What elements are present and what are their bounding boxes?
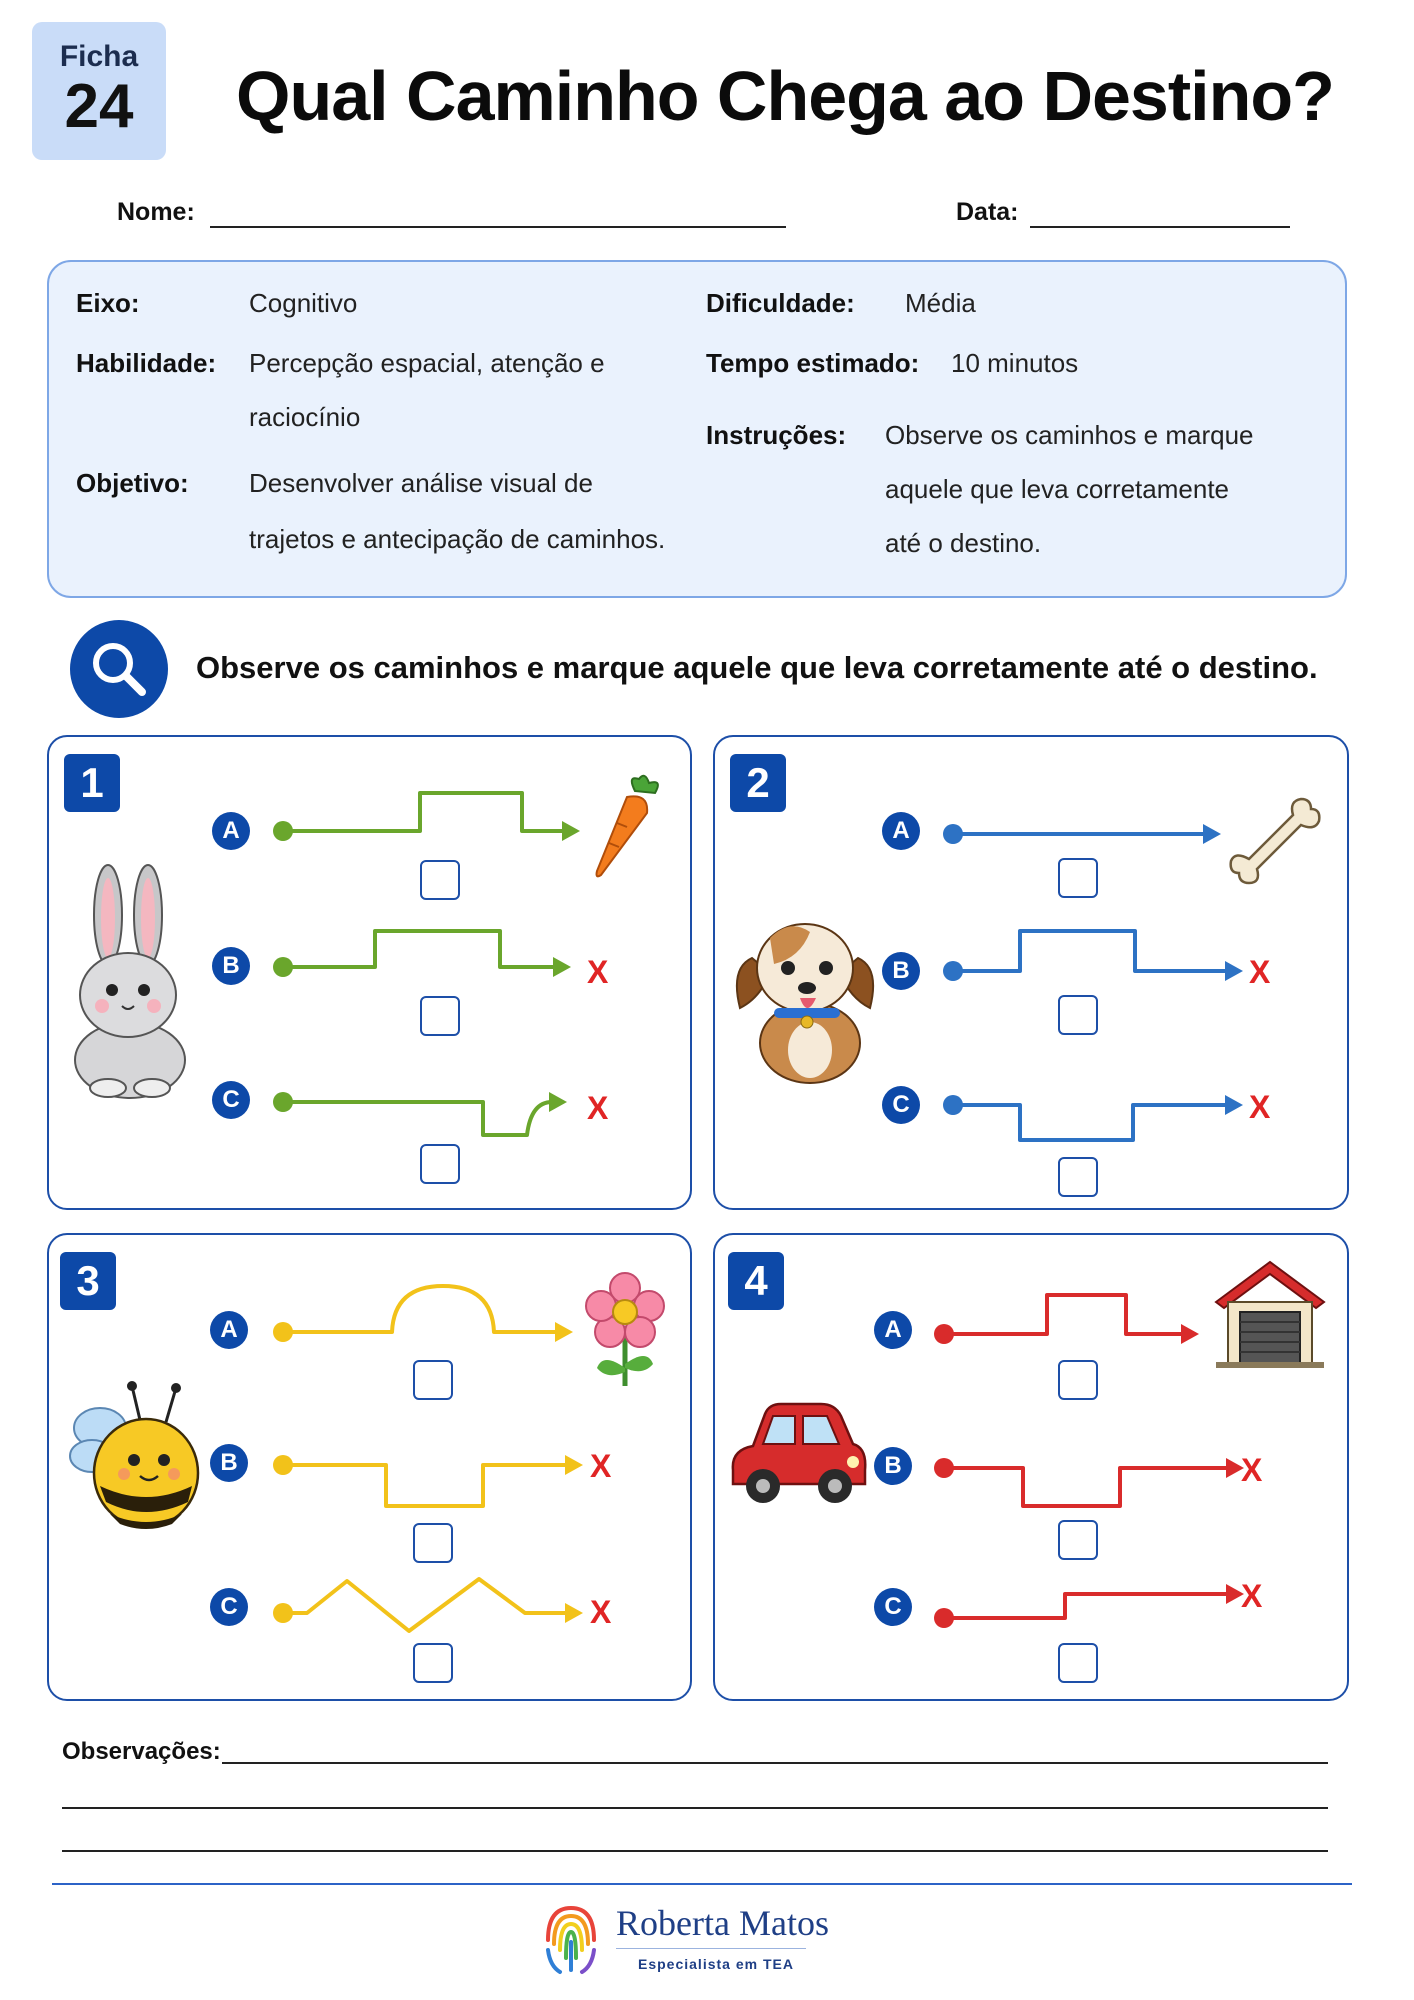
path-b <box>283 931 557 967</box>
carrot-icon <box>587 773 667 883</box>
path-b <box>944 1468 1228 1506</box>
eixo-value: Cognitivo <box>249 288 358 318</box>
dificuldade-value: Média <box>905 288 976 318</box>
option-b: B <box>210 1444 248 1482</box>
date-field[interactable] <box>1030 226 1290 228</box>
habilidade-value-1: Percepção espacial, atenção e <box>249 348 605 378</box>
option-b: B <box>212 947 250 985</box>
exercise-number-4: 4 <box>728 1252 784 1310</box>
eixo-label: Eixo: <box>76 288 140 318</box>
checkbox-2c[interactable] <box>1058 1157 1098 1197</box>
ficha-number: 24 <box>64 72 134 141</box>
objetivo-value-1: Desenvolver análise visual de <box>249 468 593 498</box>
path-c <box>283 1579 567 1631</box>
page-title: Qual Caminho Chega ao Destino? <box>236 57 1334 135</box>
wrong-mark-c: X <box>1241 1578 1263 1614</box>
wrong-mark-c: X <box>587 1090 609 1126</box>
objetivo-value-2: trajetos e antecipação de caminhos. <box>249 524 666 554</box>
bone-icon <box>1227 795 1323 885</box>
observacoes-line-3[interactable] <box>62 1850 1328 1852</box>
fingerprint-rainbow-icon <box>540 1900 602 1978</box>
tempo-value: 10 minutos <box>951 348 1079 378</box>
brand-subtitle: Especialista em TEA <box>638 1956 794 1972</box>
exercise-number-2: 2 <box>730 754 786 812</box>
option-b: B <box>874 1447 912 1485</box>
exercise-number-1: 1 <box>64 754 120 812</box>
observacoes-line-1[interactable] <box>222 1762 1328 1764</box>
name-field[interactable] <box>210 226 786 228</box>
magnifier-icon <box>70 620 168 718</box>
path-a <box>283 1286 557 1332</box>
wrong-mark-c: X <box>590 1594 612 1630</box>
option-a: A <box>210 1311 248 1349</box>
checkbox-1c[interactable] <box>420 1144 460 1184</box>
option-c: C <box>210 1588 248 1626</box>
wrong-mark-b: X <box>587 954 609 990</box>
checkbox-4b[interactable] <box>1058 1520 1098 1560</box>
path-c <box>953 1105 1228 1140</box>
wrong-mark-b: X <box>1241 1452 1263 1488</box>
habilidade-label: Habilidade: <box>76 348 217 378</box>
ficha-label: Ficha <box>59 40 139 73</box>
instrucoes-value-1: Observe os caminhos e marque <box>885 420 1254 450</box>
brand-underline <box>616 1948 806 1949</box>
objetivo-label: Objetivo: <box>76 468 189 498</box>
option-a: A <box>882 812 920 850</box>
path-b <box>283 1465 567 1506</box>
habilidade-value-2: raciocínio <box>249 402 361 432</box>
checkbox-3b[interactable] <box>413 1523 453 1563</box>
wrong-mark-b: X <box>590 1448 612 1484</box>
path-c <box>283 1102 552 1135</box>
option-c: C <box>882 1086 920 1124</box>
footer-divider <box>52 1883 1352 1885</box>
brand-name: Roberta Matos <box>616 1903 829 1943</box>
checkbox-1b[interactable] <box>420 996 460 1036</box>
observacoes-line-2[interactable] <box>62 1807 1328 1809</box>
checkbox-4c[interactable] <box>1058 1643 1098 1683</box>
checkbox-2b[interactable] <box>1058 995 1098 1035</box>
path-c <box>944 1594 1228 1618</box>
wrong-mark-b: X <box>1249 954 1271 990</box>
flower-icon <box>583 1272 667 1390</box>
option-c: C <box>874 1588 912 1626</box>
option-b: B <box>882 952 920 990</box>
instrucoes-label: Instruções: <box>706 420 847 450</box>
path-a <box>283 793 566 831</box>
checkbox-2a[interactable] <box>1058 858 1098 898</box>
dificuldade-label: Dificuldade: <box>706 288 855 318</box>
name-label: Nome: <box>117 198 195 226</box>
option-a: A <box>874 1311 912 1349</box>
instrucoes-value-2: aquele que leva corretamente <box>885 474 1230 504</box>
instrucoes-value-3: até o destino. <box>885 528 1042 558</box>
checkbox-3c[interactable] <box>413 1643 453 1683</box>
ficha-badge <box>32 22 166 160</box>
wrong-mark-c: X <box>1249 1089 1271 1125</box>
checkbox-3a[interactable] <box>413 1360 453 1400</box>
instruction-text: Observe os caminhos e marque aquele que leva corretamente até o destino. <box>196 650 1318 685</box>
checkbox-4a[interactable] <box>1058 1360 1098 1400</box>
path-a <box>944 1295 1183 1334</box>
date-label: Data: <box>956 198 1019 226</box>
garage-icon <box>1212 1258 1328 1370</box>
checkbox-1a[interactable] <box>420 860 460 900</box>
observacoes-label: Observações: <box>62 1738 221 1765</box>
tempo-label: Tempo estimado: <box>706 348 920 378</box>
option-c: C <box>212 1081 250 1119</box>
path-b <box>953 931 1228 971</box>
option-a: A <box>212 812 250 850</box>
exercise-number-3: 3 <box>60 1252 116 1310</box>
